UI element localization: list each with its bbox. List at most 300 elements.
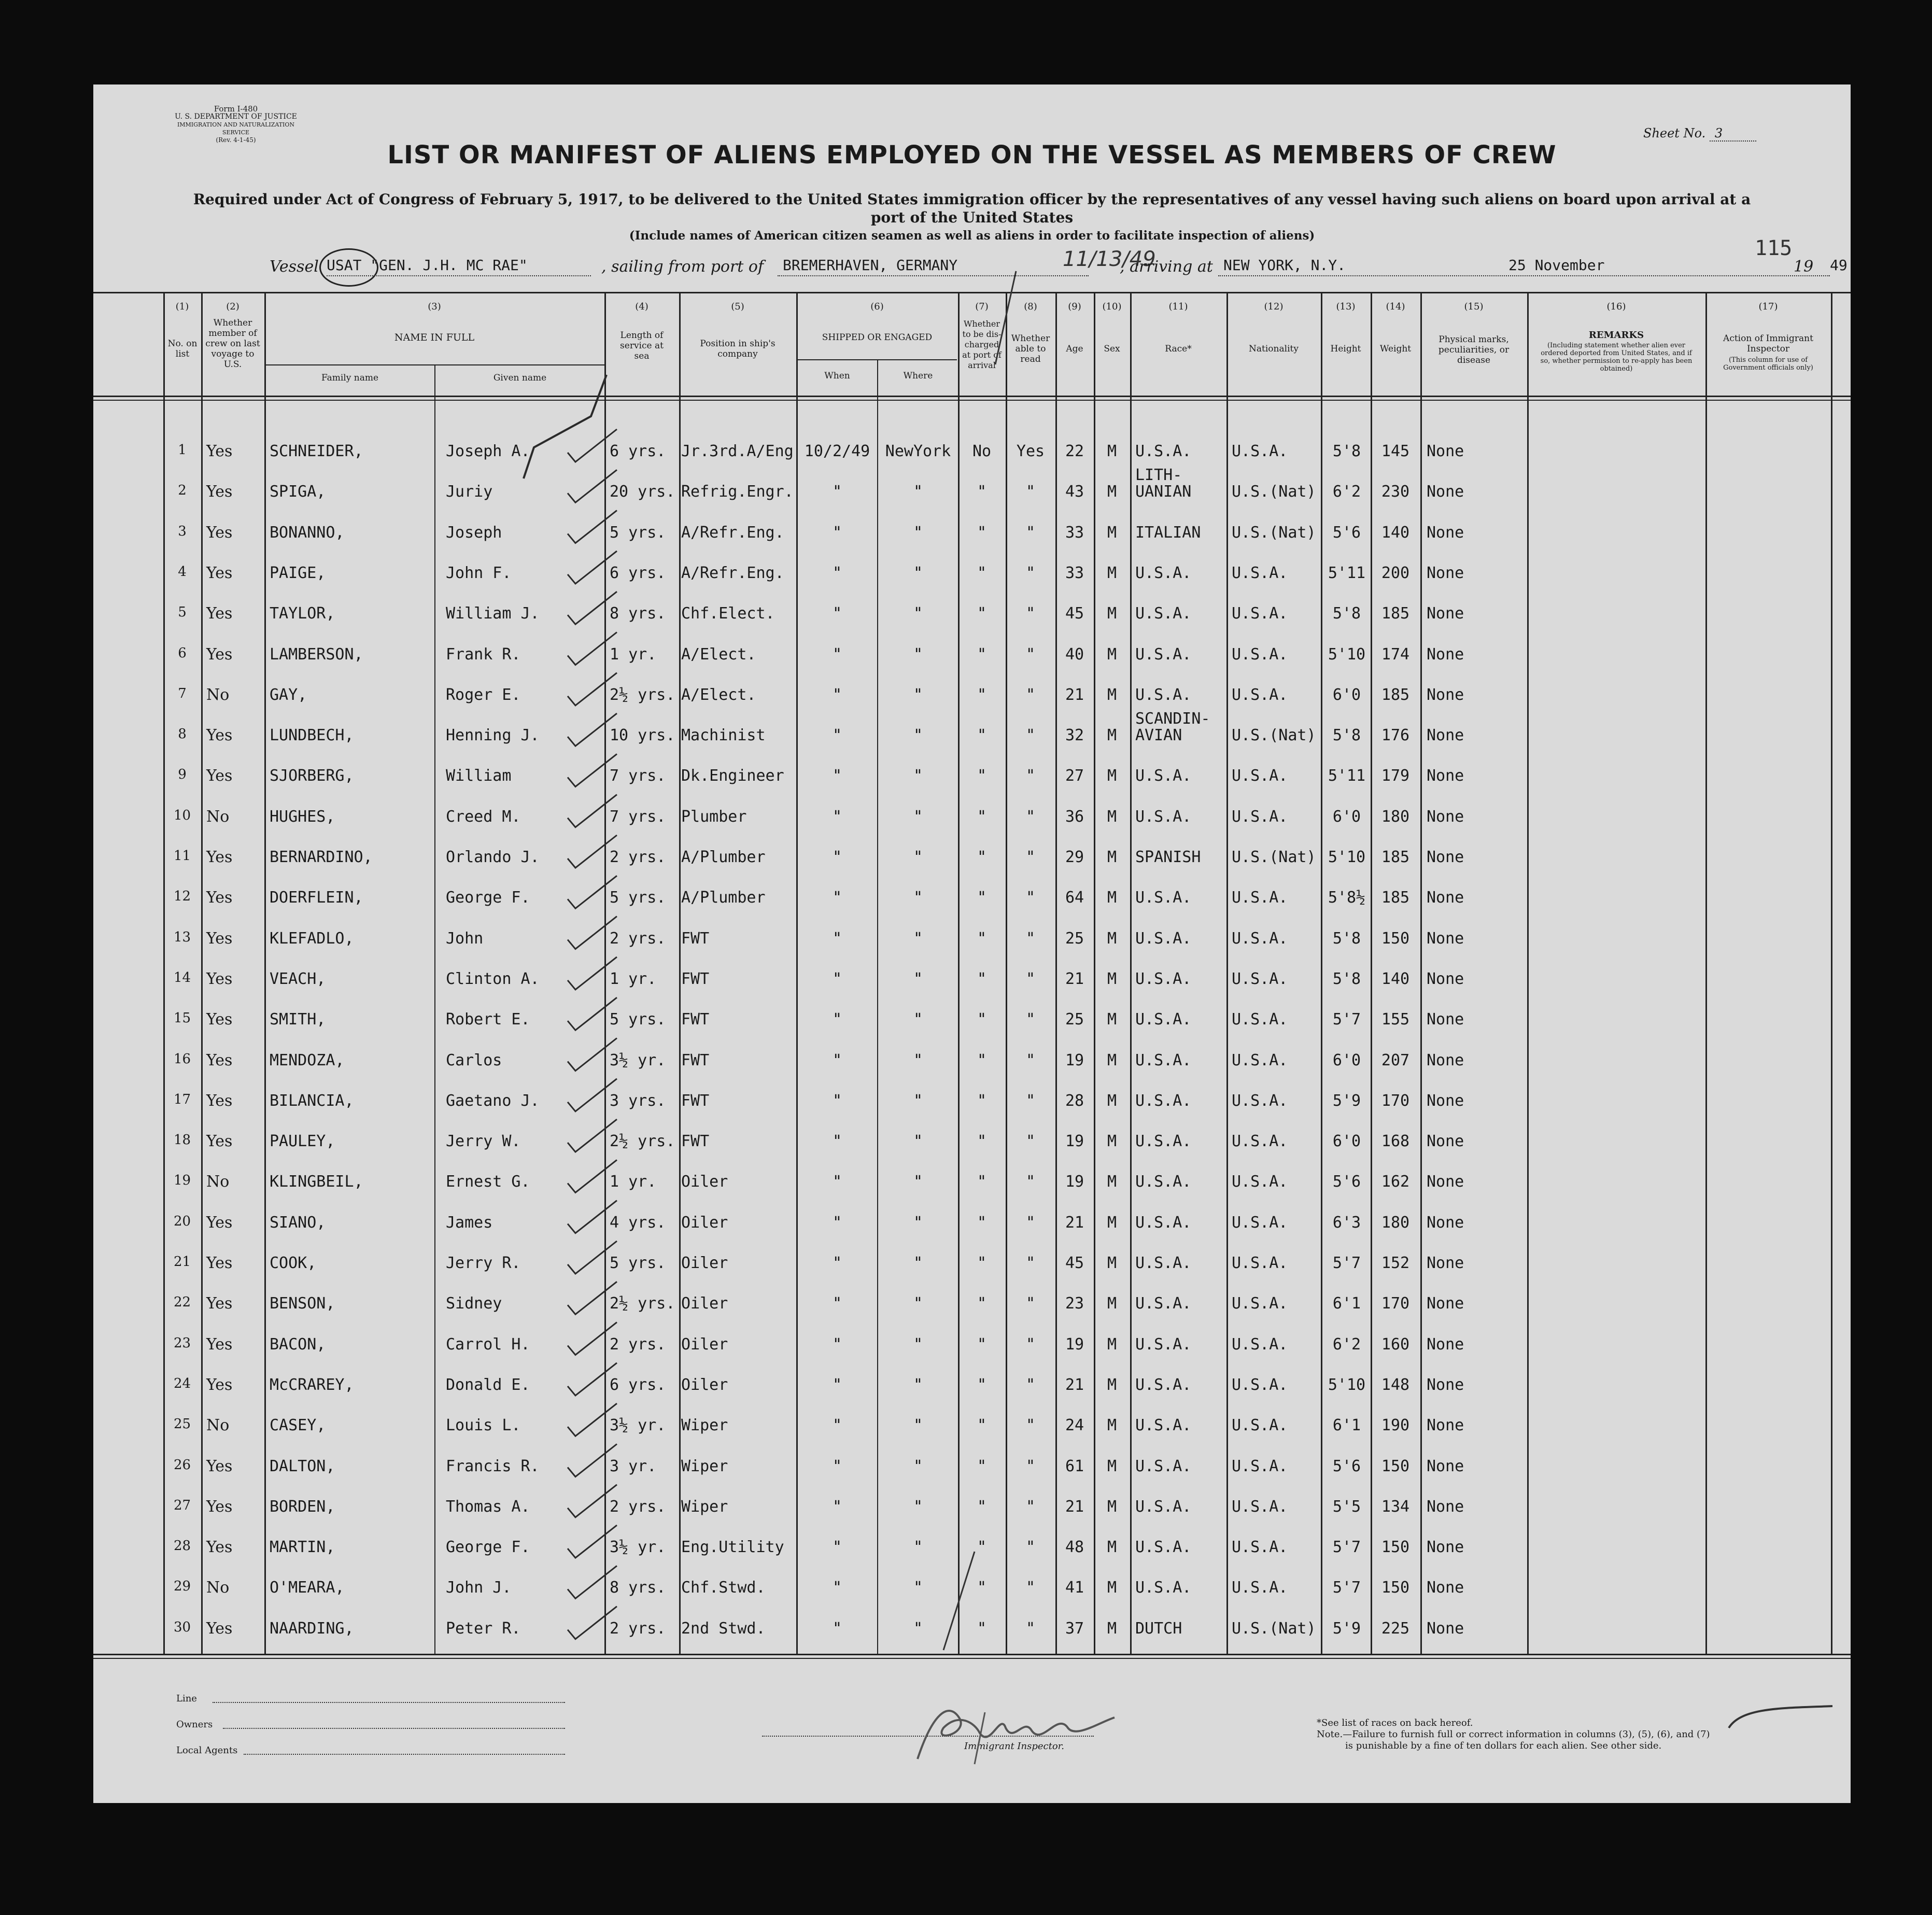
- service-cell: 5 yrs.: [610, 523, 666, 542]
- nationality-cell: U.S.A.: [1232, 807, 1288, 826]
- sex-cell: M: [1107, 1213, 1117, 1232]
- shipped-where-cell: ": [913, 1051, 923, 1069]
- able-to-read-cell: ": [1025, 1254, 1036, 1272]
- col15-header: Physical marks, peculiarities, or disease: [1438, 334, 1510, 365]
- family-name-cell: BACON,: [270, 1335, 326, 1354]
- physical-marks-cell: None: [1427, 767, 1464, 785]
- col9-header: Age: [1066, 344, 1083, 354]
- row-number: 27: [173, 1497, 191, 1513]
- height-cell: 5'7: [1332, 1579, 1361, 1597]
- given-name-cell: Donald E.: [446, 1375, 530, 1394]
- age-cell: 37: [1065, 1619, 1084, 1638]
- given-name-cell: Juriy: [446, 483, 493, 501]
- check-mark: [568, 1119, 617, 1152]
- service-cell: 6 yrs.: [610, 442, 666, 460]
- footer-agents-label: Local Agents: [176, 1745, 238, 1756]
- weight-cell: 145: [1381, 442, 1410, 460]
- service-cell: 3 yr.: [610, 1457, 657, 1475]
- row-number: 20: [173, 1213, 191, 1229]
- check-mark: [568, 795, 617, 827]
- discharged-cell: ": [977, 1051, 987, 1069]
- subtitle-note: (Include names of American citizen seamen as well as aliens in order to facilitate inspection of aliens): [629, 229, 1315, 243]
- subtitle: Required under Act of Congress of February 5, 1917, to be delivered to the United States immigration officer by the representatives of any vessel having such aliens on board upon arrival at a: [193, 191, 1751, 208]
- weight-cell: 168: [1381, 1132, 1410, 1151]
- shipped-when-cell: ": [832, 1091, 842, 1110]
- weight-cell: 207: [1381, 1051, 1410, 1069]
- able-to-read-cell: ": [1025, 767, 1036, 785]
- weight-cell: 180: [1381, 1213, 1410, 1232]
- shipped-where-cell: ": [913, 1619, 923, 1638]
- shipped-where-cell: ": [913, 1254, 923, 1272]
- sex-cell: M: [1107, 442, 1117, 460]
- check-mark: [568, 917, 617, 949]
- last-voyage-cell: Yes: [206, 604, 233, 623]
- discharged-cell: ": [977, 767, 987, 785]
- nationality-cell: U.S.A.: [1232, 1538, 1288, 1557]
- col16-note: (Including statement whether alien ever ordered deported from United States, and if so, whether permission to re-apply has been obtained): [1540, 342, 1693, 373]
- discharged-cell: ": [977, 1538, 987, 1557]
- weight-cell: 140: [1381, 969, 1410, 988]
- physical-marks-cell: None: [1427, 1213, 1464, 1232]
- shipped-where-cell: ": [913, 807, 923, 826]
- col12-number: (12): [1264, 301, 1284, 312]
- nationality-cell: U.S.A.: [1232, 1497, 1288, 1516]
- service-cell: 2½ yrs.: [610, 1132, 675, 1151]
- family-name-cell: LAMBERSON,: [270, 645, 363, 664]
- sex-cell: M: [1107, 1335, 1117, 1354]
- height-cell: 5'8: [1332, 929, 1361, 948]
- position-cell: Eng.Utility: [681, 1538, 784, 1557]
- height-cell: 5'10: [1328, 848, 1366, 866]
- physical-marks-cell: None: [1427, 1335, 1464, 1354]
- service-cell: 6 yrs.: [610, 1375, 666, 1394]
- large-check-mark: [524, 375, 607, 478]
- height-cell: 5'10: [1328, 1375, 1366, 1394]
- age-cell: 36: [1065, 807, 1084, 826]
- row-number: 14: [173, 969, 191, 985]
- family-name-cell: TAYLOR,: [270, 604, 335, 623]
- able-to-read-cell: ": [1025, 1213, 1036, 1232]
- discharged-cell: ": [977, 848, 987, 866]
- col17-header: Action of Immigrant Inspector: [1723, 333, 1813, 354]
- family-name-cell: SJORBERG,: [270, 767, 354, 785]
- shipped-when-cell: ": [832, 1538, 842, 1557]
- shipped-where-cell: ": [913, 767, 923, 785]
- age-cell: 33: [1065, 564, 1084, 582]
- shipped-where-cell: ": [913, 929, 923, 948]
- discharged-cell: ": [977, 1294, 987, 1313]
- shipped-when-cell: 10/2/49: [804, 442, 870, 460]
- col16-header: REMARKS: [1588, 330, 1644, 341]
- weight-cell: 134: [1381, 1497, 1410, 1516]
- row-number: 26: [173, 1457, 191, 1473]
- service-cell: 3½ yr.: [610, 1416, 666, 1435]
- shipped-where-cell: ": [913, 1173, 923, 1191]
- age-cell: 33: [1065, 523, 1084, 542]
- last-voyage-cell: Yes: [206, 929, 233, 948]
- age-cell: 40: [1065, 645, 1084, 664]
- height-cell: 5'7: [1332, 1254, 1361, 1272]
- physical-marks-cell: None: [1427, 645, 1464, 664]
- service-cell: 2 yrs.: [610, 1497, 666, 1516]
- arriving-label: , arriving at: [1120, 258, 1213, 276]
- family-name-cell: DOERFLEIN,: [270, 889, 363, 907]
- given-name-cell: John: [446, 929, 484, 948]
- check-mark: [568, 713, 617, 746]
- last-voyage-cell: No: [206, 1173, 230, 1191]
- sex-cell: M: [1107, 1132, 1117, 1151]
- age-cell: 19: [1065, 1173, 1084, 1191]
- height-cell: 5'8: [1332, 726, 1361, 745]
- able-to-read-cell: ": [1025, 1619, 1036, 1638]
- row-number: 12: [173, 889, 191, 905]
- race-cell: LITH- UANIAN: [1135, 466, 1192, 501]
- weight-cell: 148: [1381, 1375, 1410, 1394]
- shipped-when-cell: ": [832, 1579, 842, 1597]
- position-cell: Refrig.Engr.: [681, 483, 794, 501]
- given-name-cell: John F.: [446, 564, 512, 582]
- physical-marks-cell: None: [1427, 1579, 1464, 1597]
- position-cell: A/Elect.: [681, 645, 756, 664]
- race-cell: U.S.A.: [1135, 1375, 1192, 1394]
- age-cell: 19: [1065, 1051, 1084, 1069]
- height-cell: 5'9: [1332, 1091, 1361, 1110]
- nationality-cell: U.S.A.: [1232, 1010, 1288, 1029]
- age-cell: 48: [1065, 1538, 1084, 1557]
- last-voyage-cell: Yes: [206, 1010, 233, 1029]
- age-cell: 21: [1065, 1375, 1084, 1394]
- row-number: 3: [178, 523, 187, 539]
- able-to-read-cell: ": [1025, 685, 1036, 704]
- row-number: 22: [173, 1294, 191, 1311]
- weight-cell: 150: [1381, 929, 1410, 948]
- shipped-where-cell: ": [913, 564, 923, 582]
- col11-number: (11): [1168, 301, 1188, 312]
- race-cell: SPANISH: [1135, 848, 1201, 866]
- last-voyage-cell: Yes: [206, 1375, 233, 1394]
- shipped-when-cell: ": [832, 523, 842, 542]
- family-name-cell: LUNDBECH,: [270, 726, 354, 745]
- service-cell: 2 yrs.: [610, 1335, 666, 1354]
- family-name-cell: BILANCIA,: [270, 1091, 354, 1110]
- race-cell: U.S.A.: [1135, 1416, 1192, 1435]
- weight-cell: 190: [1381, 1416, 1410, 1435]
- weight-cell: 185: [1381, 685, 1410, 704]
- discharged-cell: ": [977, 929, 987, 948]
- physical-marks-cell: None: [1427, 807, 1464, 826]
- shipped-where-cell: ": [913, 1538, 923, 1557]
- position-cell: A/Refr.Eng.: [681, 523, 784, 542]
- weight-cell: 230: [1381, 483, 1410, 501]
- inspector-signature: [902, 1681, 1120, 1769]
- height-cell: 6'0: [1332, 1132, 1361, 1151]
- shipped-where-cell: ": [913, 1213, 923, 1232]
- nationality-cell: U.S.(Nat): [1232, 726, 1316, 745]
- family-name-cell: COOK,: [270, 1254, 317, 1272]
- discharged-cell: ": [977, 726, 987, 745]
- weight-cell: 180: [1381, 807, 1410, 826]
- port-from: BREMERHAVEN, GERMANY: [783, 257, 958, 274]
- service-cell: 10 yrs.: [610, 726, 675, 745]
- nationality-cell: U.S.A.: [1232, 564, 1288, 582]
- able-to-read-cell: ": [1025, 604, 1036, 623]
- shipped-where-cell: NewYork: [885, 442, 951, 460]
- family-name-cell: BENSON,: [270, 1294, 335, 1313]
- shipped-where-cell: ": [913, 604, 923, 623]
- shipped-where-cell: ": [913, 1457, 923, 1475]
- given-name-cell: Thomas A.: [446, 1497, 530, 1516]
- position-cell: Oiler: [681, 1375, 728, 1394]
- discharged-cell: ": [977, 564, 987, 582]
- col2-number: (2): [226, 301, 239, 312]
- height-cell: 5'7: [1332, 1538, 1361, 1557]
- family-name-cell: SCHNEIDER,: [270, 442, 363, 460]
- sex-cell: M: [1107, 1579, 1117, 1597]
- able-to-read-cell: ": [1025, 1173, 1036, 1191]
- nationality-cell: U.S.A.: [1232, 1132, 1288, 1151]
- weight-cell: 185: [1381, 889, 1410, 907]
- service-cell: 8 yrs.: [610, 1579, 666, 1597]
- shipped-when-cell: ": [832, 1416, 842, 1435]
- service-cell: 3½ yr.: [610, 1051, 666, 1069]
- given-name-cell: Louis L.: [446, 1416, 521, 1435]
- shipped-where-cell: ": [913, 848, 923, 866]
- service-cell: 2 yrs.: [610, 1619, 666, 1638]
- physical-marks-cell: None: [1427, 1497, 1464, 1516]
- able-to-read-cell: ": [1025, 1457, 1036, 1475]
- height-cell: 6'3: [1332, 1213, 1361, 1232]
- last-voyage-cell: Yes: [206, 645, 233, 664]
- age-cell: 21: [1065, 969, 1084, 988]
- race-cell: U.S.A.: [1135, 442, 1192, 460]
- family-name-cell: McCRAREY,: [270, 1375, 354, 1394]
- discharged-cell: ": [977, 1497, 987, 1516]
- sex-cell: M: [1107, 726, 1117, 745]
- race-cell: U.S.A.: [1135, 604, 1192, 623]
- shipped-when-cell: ": [832, 1497, 842, 1516]
- weight-cell: 150: [1381, 1538, 1410, 1557]
- sex-cell: M: [1107, 1416, 1117, 1435]
- check-mark: [568, 997, 617, 1030]
- discharged-cell: ": [977, 1091, 987, 1110]
- last-voyage-cell: Yes: [206, 1294, 233, 1313]
- sheet-label: Sheet No.: [1643, 126, 1706, 140]
- race-cell: U.S.A.: [1135, 929, 1192, 948]
- last-voyage-cell: Yes: [206, 1132, 233, 1151]
- age-cell: 21: [1065, 1497, 1084, 1516]
- last-voyage-cell: Yes: [206, 1213, 233, 1232]
- physical-marks-cell: None: [1427, 442, 1464, 460]
- row-number: 11: [173, 848, 191, 864]
- col9-number: (9): [1068, 301, 1081, 312]
- check-mark: [568, 470, 617, 502]
- physical-marks-cell: None: [1427, 969, 1464, 988]
- race-cell: U.S.A.: [1135, 564, 1192, 582]
- check-mark: [568, 1160, 617, 1192]
- position-cell: FWT: [681, 1132, 710, 1151]
- col3-number: (3): [428, 301, 441, 312]
- able-to-read-cell: ": [1025, 483, 1036, 501]
- given-name-cell: Creed M.: [446, 807, 521, 826]
- discharged-cell: ": [977, 1375, 987, 1394]
- last-voyage-cell: Yes: [206, 1497, 233, 1516]
- shipped-when-cell: ": [832, 889, 842, 907]
- height-cell: 5'6: [1332, 1173, 1361, 1191]
- weight-cell: 162: [1381, 1173, 1410, 1191]
- service-cell: 20 yrs.: [610, 483, 675, 501]
- height-cell: 5'8½: [1328, 889, 1366, 907]
- physical-marks-cell: None: [1427, 523, 1464, 542]
- family-name-cell: NAARDING,: [270, 1619, 354, 1638]
- family-name-cell: BONANNO,: [270, 523, 345, 542]
- col3-given-header: Given name: [493, 373, 547, 383]
- shipped-where-cell: ": [913, 523, 923, 542]
- able-to-read-cell: ": [1025, 1051, 1036, 1069]
- race-cell: U.S.A.: [1135, 685, 1192, 704]
- shipped-when-cell: ": [832, 1335, 842, 1354]
- nationality-cell: U.S.A.: [1232, 1051, 1288, 1069]
- shipped-where-cell: ": [913, 1294, 923, 1313]
- sex-cell: M: [1107, 1173, 1117, 1191]
- check-mark: [568, 551, 617, 584]
- form-revision: (Rev. 4-1-45): [216, 136, 256, 144]
- check-mark: [568, 1363, 617, 1396]
- year-prefix: 19: [1794, 258, 1814, 276]
- height-cell: 5'10: [1328, 645, 1366, 664]
- shipped-where-cell: ": [913, 1132, 923, 1151]
- height-cell: 5'8: [1332, 442, 1361, 460]
- able-to-read-cell: ": [1025, 1335, 1036, 1354]
- sex-cell: M: [1107, 889, 1117, 907]
- shipped-where-cell: ": [913, 1497, 923, 1516]
- physical-marks-cell: None: [1427, 1619, 1464, 1638]
- service-cell: 5 yrs.: [610, 1254, 666, 1272]
- race-cell: SCANDIN- AVIAN: [1135, 710, 1210, 745]
- col6-where-header: Where: [903, 371, 933, 381]
- physical-marks-cell: None: [1427, 1132, 1464, 1151]
- physical-marks-cell: None: [1427, 483, 1464, 501]
- inspector-label: Immigrant Inspector.: [964, 1741, 1065, 1752]
- col17-number: (17): [1758, 301, 1778, 312]
- discharged-cell: No: [972, 442, 992, 460]
- sex-cell: M: [1107, 1294, 1117, 1313]
- shipped-when-cell: ": [832, 807, 842, 826]
- service-cell: 7 yrs.: [610, 767, 666, 785]
- row-number: 28: [173, 1538, 191, 1554]
- row-number: 30: [173, 1619, 191, 1635]
- given-name-cell: Jerry W.: [446, 1132, 521, 1151]
- nationality-cell: U.S.(Nat): [1232, 523, 1316, 542]
- able-to-read-cell: ": [1025, 523, 1036, 542]
- position-cell: Plumber: [681, 807, 747, 826]
- nationality-cell: U.S.A.: [1232, 1335, 1288, 1354]
- able-to-read-cell: ": [1025, 1538, 1036, 1557]
- family-name-cell: PAIGE,: [270, 564, 326, 582]
- col16-number: (16): [1606, 301, 1626, 312]
- vessel-label: Vessel: [270, 258, 319, 276]
- weight-cell: 170: [1381, 1091, 1410, 1110]
- col2-header: Whether member of crew on last voyage to U.S.: [205, 318, 260, 370]
- sex-cell: M: [1107, 604, 1117, 623]
- col10-number: (10): [1102, 301, 1122, 312]
- service-cell: 6 yrs.: [610, 564, 666, 582]
- shipped-when-cell: ": [832, 1294, 842, 1313]
- physical-marks-cell: None: [1427, 1173, 1464, 1191]
- position-cell: Chf.Stwd.: [681, 1579, 766, 1597]
- given-name-cell: Joseph: [446, 523, 502, 542]
- col13-number: (13): [1336, 301, 1356, 312]
- shipped-where-cell: ": [913, 1579, 923, 1597]
- sex-cell: M: [1107, 1010, 1117, 1029]
- races-note: *See list of races on back hereof.: [1317, 1717, 1473, 1728]
- row-number: 18: [173, 1132, 191, 1148]
- nationality-cell: U.S.A.: [1232, 929, 1288, 948]
- position-cell: FWT: [681, 1051, 710, 1069]
- age-cell: 64: [1065, 889, 1084, 907]
- weight-cell: 160: [1381, 1335, 1410, 1354]
- age-cell: 25: [1065, 1010, 1084, 1029]
- sex-cell: M: [1107, 1457, 1117, 1475]
- given-name-cell: Frank R.: [446, 645, 521, 664]
- race-cell: U.S.A.: [1135, 1497, 1192, 1516]
- given-name-cell: John J.: [446, 1579, 512, 1597]
- given-name-cell: William J.: [446, 604, 540, 623]
- race-cell: U.S.A.: [1135, 1294, 1192, 1313]
- sex-cell: M: [1107, 645, 1117, 664]
- nationality-cell: U.S.(Nat): [1232, 1619, 1316, 1638]
- shipped-when-cell: ": [832, 1619, 842, 1638]
- shipped-where-cell: ": [913, 726, 923, 745]
- col5-number: (5): [731, 301, 744, 312]
- shipped-when-cell: ": [832, 848, 842, 866]
- race-cell: ITALIAN: [1135, 523, 1201, 542]
- position-cell: Wiper: [681, 1416, 728, 1435]
- age-cell: 45: [1065, 1254, 1084, 1272]
- nationality-cell: U.S.A.: [1232, 1213, 1288, 1232]
- shipped-when-cell: ": [832, 1213, 842, 1232]
- service-cell: 5 yrs.: [610, 1010, 666, 1029]
- able-to-read-cell: ": [1025, 1091, 1036, 1110]
- nationality-cell: U.S.A.: [1232, 969, 1288, 988]
- service-cell: 2 yrs.: [610, 848, 666, 866]
- family-name-cell: SMITH,: [270, 1010, 326, 1029]
- shipped-when-cell: ": [832, 1254, 842, 1272]
- height-cell: 6'2: [1332, 1335, 1361, 1354]
- able-to-read-cell: ": [1025, 929, 1036, 948]
- check-mark: [568, 632, 617, 665]
- nationality-cell: U.S.A.: [1232, 442, 1288, 460]
- weight-cell: 179: [1381, 767, 1410, 785]
- col6-header: SHIPPED OR ENGAGED: [822, 332, 933, 343]
- page-stamp: 115: [1755, 236, 1793, 260]
- physical-marks-cell: None: [1427, 1375, 1464, 1394]
- weight-cell: 170: [1381, 1294, 1410, 1313]
- position-cell: Chf.Elect.: [681, 604, 775, 623]
- height-cell: 5'6: [1332, 523, 1361, 542]
- race-cell: U.S.A.: [1135, 1335, 1192, 1354]
- height-cell: 5'6: [1332, 1457, 1361, 1475]
- physical-marks-cell: None: [1427, 929, 1464, 948]
- subtitle-line2: port of the United States: [870, 209, 1074, 226]
- able-to-read-cell: ": [1025, 807, 1036, 826]
- col10-header: Sex: [1104, 344, 1120, 354]
- weight-cell: 176: [1381, 726, 1410, 745]
- given-name-cell: Joseph A.: [446, 442, 530, 460]
- race-cell: U.S.A.: [1135, 1051, 1192, 1069]
- col4-number: (4): [635, 301, 648, 312]
- age-cell: 21: [1065, 685, 1084, 704]
- given-name-cell: Clinton A.: [446, 969, 540, 988]
